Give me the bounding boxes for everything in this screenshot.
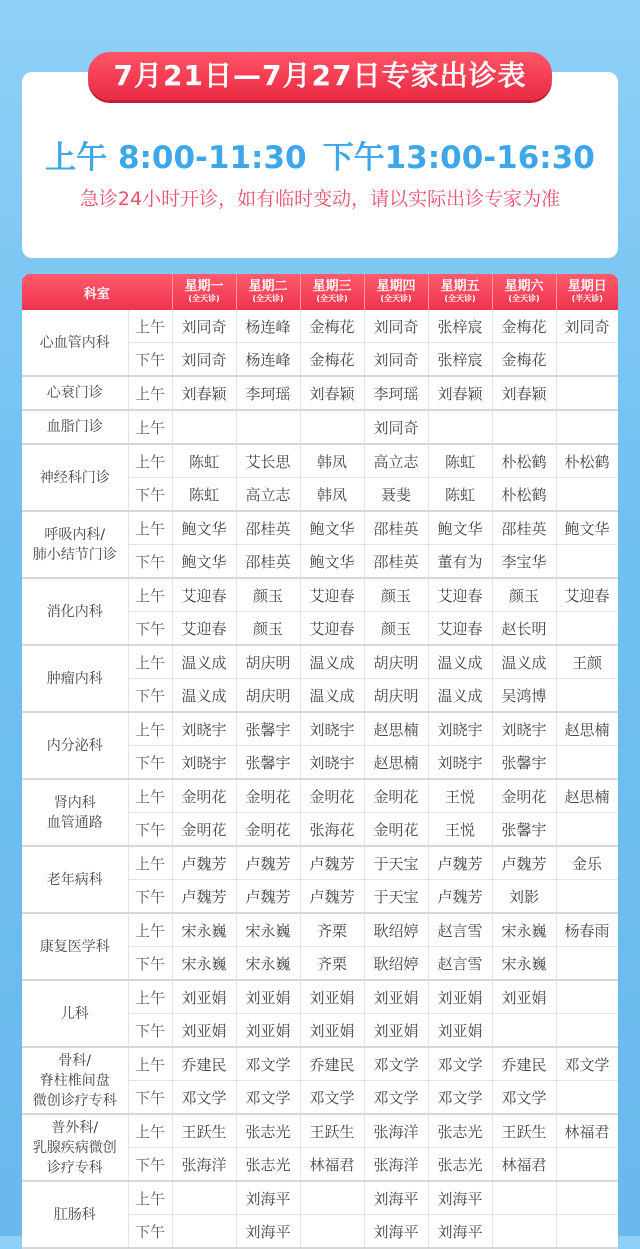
doctor-cell xyxy=(556,478,618,512)
doctor-cell: 胡庆明 xyxy=(364,645,428,679)
doctor-cell: 温义成 xyxy=(428,645,492,679)
doctor-cell xyxy=(428,410,492,444)
doctor-cell: 金明花 xyxy=(172,813,236,847)
doctor-cell xyxy=(556,1014,618,1048)
day-sub: (全天诊) xyxy=(444,294,476,303)
doctor-cell: 刘亚娟 xyxy=(300,1014,364,1048)
doctor-cell xyxy=(300,410,364,444)
doctor-cell: 邓文学 xyxy=(236,1081,300,1115)
period-label: 下午 xyxy=(128,813,172,847)
doctor-cell: 赵思楠 xyxy=(556,712,618,746)
table-row xyxy=(22,779,618,813)
period-label: 下午 xyxy=(128,478,172,512)
doctor-cell xyxy=(556,376,618,410)
doctor-cell xyxy=(236,410,300,444)
doctor-cell: 卢魏芳 xyxy=(236,880,300,914)
doctor-cell: 卢魏芳 xyxy=(236,846,300,880)
doctor-cell: 王悦 xyxy=(428,813,492,847)
doctor-cell: 高立志 xyxy=(236,478,300,512)
doctor-cell: 刘同奇 xyxy=(364,343,428,377)
dept-name: 骨科/ 脊柱椎间盘 微创诊疗专科 xyxy=(22,1047,128,1114)
doctor-cell: 张海洋 xyxy=(364,1148,428,1182)
doctor-cell: 金明花 xyxy=(300,779,364,813)
doctor-cell: 邓文学 xyxy=(300,1081,364,1115)
period-label: 上午 xyxy=(128,511,172,545)
doctor-cell: 朴松鹤 xyxy=(556,444,618,478)
doctor-cell: 李宝华 xyxy=(492,545,556,579)
doctor-cell: 卢魏芳 xyxy=(172,846,236,880)
period-label: 上午 xyxy=(128,779,172,813)
doctor-cell: 卢魏芳 xyxy=(492,846,556,880)
table-row xyxy=(22,310,618,343)
doctor-cell: 金梅花 xyxy=(492,310,556,343)
doctor-cell: 张海洋 xyxy=(172,1148,236,1182)
doctor-cell: 颜玉 xyxy=(236,612,300,646)
period-label: 上午 xyxy=(128,712,172,746)
doctor-cell: 刘晓宇 xyxy=(300,712,364,746)
period-label: 下午 xyxy=(128,880,172,914)
doctor-cell: 宋永巍 xyxy=(172,913,236,947)
period-label: 下午 xyxy=(128,1081,172,1115)
table-header-row xyxy=(22,274,618,310)
doctor-cell: 王悦 xyxy=(428,779,492,813)
doctor-cell: 卢魏芳 xyxy=(428,846,492,880)
period-label: 下午 xyxy=(128,545,172,579)
header-day xyxy=(428,274,492,310)
dept-name: 血脂门诊 xyxy=(22,410,128,444)
page-title: 7月21日—7月27日专家出诊表 xyxy=(88,52,552,100)
doctor-cell: 韩凤 xyxy=(300,478,364,512)
doctor-cell: 刘海平 xyxy=(428,1181,492,1215)
doctor-cell: 邓文学 xyxy=(172,1081,236,1115)
doctor-cell: 刘晓宇 xyxy=(300,746,364,780)
day-sub: (半天诊) xyxy=(571,294,603,303)
doctor-cell: 朴松鹤 xyxy=(492,478,556,512)
schedule-table xyxy=(22,274,618,1249)
doctor-cell: 张梓宸 xyxy=(428,343,492,377)
doctor-cell: 张馨宇 xyxy=(236,746,300,780)
doctor-cell: 金明花 xyxy=(364,813,428,847)
doctor-cell xyxy=(556,1215,618,1249)
doctor-cell: 邵桂英 xyxy=(364,545,428,579)
dept-name: 心衰门诊 xyxy=(22,376,128,410)
doctor-cell: 刘海平 xyxy=(364,1215,428,1249)
doctor-cell: 颜玉 xyxy=(236,578,300,612)
doctor-cell: 刘亚娟 xyxy=(172,1014,236,1048)
doctor-cell xyxy=(492,1181,556,1215)
doctor-cell: 温义成 xyxy=(172,645,236,679)
table-row xyxy=(22,444,618,478)
table-row xyxy=(22,913,618,947)
header-dept: 科室 xyxy=(22,274,172,310)
doctor-cell: 刘同奇 xyxy=(556,310,618,343)
doctor-cell: 刘海平 xyxy=(428,1215,492,1249)
dept-name: 儿科 xyxy=(22,980,128,1047)
doctor-cell: 于天宝 xyxy=(364,880,428,914)
day-sub: (全天诊) xyxy=(380,294,412,303)
doctor-cell: 鲍文华 xyxy=(556,511,618,545)
doctor-cell: 鲍文华 xyxy=(300,511,364,545)
doctor-cell: 邓文学 xyxy=(364,1047,428,1081)
doctor-cell: 陈虹 xyxy=(428,444,492,478)
dept-name: 肾内科 血管通路 xyxy=(22,779,128,846)
doctor-cell: 艾迎春 xyxy=(428,612,492,646)
doctor-cell: 陈虹 xyxy=(172,444,236,478)
doctor-cell xyxy=(556,1181,618,1215)
doctor-cell: 王颜 xyxy=(556,645,618,679)
doctor-cell: 高立志 xyxy=(364,444,428,478)
doctor-cell: 金梅花 xyxy=(300,310,364,343)
doctor-cell: 金乐 xyxy=(556,846,618,880)
doctor-cell: 艾迎春 xyxy=(556,578,618,612)
doctor-cell: 艾迎春 xyxy=(172,612,236,646)
doctor-cell: 温义成 xyxy=(300,679,364,713)
doctor-cell: 刘同奇 xyxy=(364,410,428,444)
doctor-cell: 刘春颖 xyxy=(172,376,236,410)
doctor-cell: 李珂瑶 xyxy=(236,376,300,410)
doctor-cell: 胡庆明 xyxy=(364,679,428,713)
doctor-cell xyxy=(556,612,618,646)
doctor-cell: 赵思楠 xyxy=(556,779,618,813)
doctor-cell: 杨连峰 xyxy=(236,310,300,343)
doctor-cell xyxy=(556,1148,618,1182)
schedule-body xyxy=(22,310,618,1248)
table-row xyxy=(22,376,618,410)
doctor-cell: 董有为 xyxy=(428,545,492,579)
doctor-cell xyxy=(492,410,556,444)
period-label: 上午 xyxy=(128,645,172,679)
doctor-cell: 乔建民 xyxy=(300,1047,364,1081)
doctor-cell: 宋永巍 xyxy=(236,913,300,947)
doctor-cell xyxy=(556,947,618,981)
doctor-cell: 卢魏芳 xyxy=(300,880,364,914)
doctor-cell: 邓文学 xyxy=(556,1047,618,1081)
doctor-cell: 颜玉 xyxy=(492,578,556,612)
doctor-cell: 于天宝 xyxy=(364,846,428,880)
table-row xyxy=(22,1181,618,1215)
doctor-cell: 刘海平 xyxy=(236,1215,300,1249)
doctor-cell: 林福君 xyxy=(300,1148,364,1182)
doctor-cell xyxy=(556,813,618,847)
day-label: 星期五 xyxy=(440,279,480,294)
doctor-cell: 刘亚娟 xyxy=(428,980,492,1014)
doctor-cell: 金明花 xyxy=(364,779,428,813)
doctor-cell: 鲍文华 xyxy=(172,545,236,579)
period-label: 上午 xyxy=(128,410,172,444)
doctor-cell xyxy=(556,980,618,1014)
doctor-cell: 陈虹 xyxy=(172,478,236,512)
doctor-cell: 刘春颖 xyxy=(428,376,492,410)
doctor-cell: 刘亚娟 xyxy=(172,980,236,1014)
dept-name: 内分泌科 xyxy=(22,712,128,779)
table-row xyxy=(22,1114,618,1148)
doctor-cell: 刘亚娟 xyxy=(236,1014,300,1048)
table-row xyxy=(22,712,618,746)
afternoon-hours: 下午13:00-16:30 xyxy=(322,140,595,176)
doctor-cell: 刘亚娟 xyxy=(300,980,364,1014)
doctor-cell: 颜玉 xyxy=(364,612,428,646)
doctor-cell xyxy=(556,746,618,780)
table-row xyxy=(22,846,618,880)
doctor-cell: 刘影 xyxy=(492,880,556,914)
doctor-cell: 张志光 xyxy=(428,1148,492,1182)
dept-name: 老年病科 xyxy=(22,846,128,913)
doctor-cell: 陈虹 xyxy=(428,478,492,512)
table-row xyxy=(22,645,618,679)
doctor-cell: 齐栗 xyxy=(300,913,364,947)
doctor-cell: 鲍文华 xyxy=(300,545,364,579)
doctor-cell: 颜玉 xyxy=(364,578,428,612)
doctor-cell: 刘晓宇 xyxy=(428,746,492,780)
table-row xyxy=(22,410,618,444)
dept-name: 肛肠科 xyxy=(22,1181,128,1248)
period-label: 上午 xyxy=(128,376,172,410)
doctor-cell: 张海洋 xyxy=(364,1114,428,1148)
doctor-cell: 金明花 xyxy=(236,813,300,847)
doctor-cell: 刘亚娟 xyxy=(236,980,300,1014)
doctor-cell: 张志光 xyxy=(236,1148,300,1182)
period-label: 上午 xyxy=(128,846,172,880)
doctor-cell: 杨春雨 xyxy=(556,913,618,947)
day-label: 星期一 xyxy=(184,279,224,294)
period-label: 下午 xyxy=(128,947,172,981)
period-label: 上午 xyxy=(128,1047,172,1081)
header-day xyxy=(172,274,236,310)
dept-name: 普外科/ 乳腺疾病微创 诊疗专科 xyxy=(22,1114,128,1181)
doctor-cell: 温义成 xyxy=(172,679,236,713)
doctor-cell: 王跃生 xyxy=(300,1114,364,1148)
period-label: 上午 xyxy=(128,444,172,478)
doctor-cell: 吴鸿博 xyxy=(492,679,556,713)
doctor-cell: 艾迎春 xyxy=(428,578,492,612)
day-label: 星期二 xyxy=(248,279,288,294)
doctor-cell: 宋永巍 xyxy=(172,947,236,981)
schedule-table-container xyxy=(22,274,618,1249)
doctor-cell: 张志光 xyxy=(428,1114,492,1148)
doctor-cell: 艾迎春 xyxy=(172,578,236,612)
doctor-cell: 赵言雪 xyxy=(428,913,492,947)
doctor-cell: 刘春颖 xyxy=(492,376,556,410)
doctor-cell: 卢魏芳 xyxy=(300,846,364,880)
doctor-cell: 王跃生 xyxy=(492,1114,556,1148)
doctor-cell: 林福君 xyxy=(492,1148,556,1182)
doctor-cell: 王跃生 xyxy=(172,1114,236,1148)
doctor-cell: 金明花 xyxy=(172,779,236,813)
period-label: 上午 xyxy=(128,913,172,947)
day-sub: (全天诊) xyxy=(188,294,220,303)
period-label: 上午 xyxy=(128,980,172,1014)
doctor-cell: 艾长思 xyxy=(236,444,300,478)
doctor-cell xyxy=(172,1181,236,1215)
doctor-cell: 宋永巍 xyxy=(492,913,556,947)
doctor-cell: 温义成 xyxy=(492,645,556,679)
period-label: 下午 xyxy=(128,679,172,713)
doctor-cell: 聂斐 xyxy=(364,478,428,512)
header-day xyxy=(364,274,428,310)
header-day xyxy=(492,274,556,310)
dept-name: 肿瘤内科 xyxy=(22,645,128,712)
doctor-cell: 林福君 xyxy=(556,1114,618,1148)
doctor-cell: 刘亚娟 xyxy=(492,980,556,1014)
doctor-cell: 刘亚娟 xyxy=(364,1014,428,1048)
doctor-cell: 胡庆明 xyxy=(236,679,300,713)
doctor-cell: 刘晓宇 xyxy=(492,712,556,746)
day-sub: (全天诊) xyxy=(316,294,348,303)
doctor-cell xyxy=(300,1215,364,1249)
doctor-cell xyxy=(492,1215,556,1249)
day-sub: (全天诊) xyxy=(508,294,540,303)
doctor-cell: 邓文学 xyxy=(236,1047,300,1081)
doctor-cell xyxy=(556,1081,618,1115)
period-label: 上午 xyxy=(128,1114,172,1148)
doctor-cell: 刘晓宇 xyxy=(428,712,492,746)
doctor-cell: 赵言雪 xyxy=(428,947,492,981)
doctor-cell: 耿绍婷 xyxy=(364,913,428,947)
doctor-cell: 邓文学 xyxy=(492,1081,556,1115)
period-label: 下午 xyxy=(128,343,172,377)
doctor-cell: 邵桂英 xyxy=(236,511,300,545)
doctor-cell: 宋永巍 xyxy=(236,947,300,981)
doctor-cell: 艾迎春 xyxy=(300,578,364,612)
doctor-cell: 温义成 xyxy=(428,679,492,713)
doctor-cell xyxy=(492,1014,556,1048)
doctor-cell: 张馨宇 xyxy=(492,746,556,780)
period-label: 下午 xyxy=(128,746,172,780)
doctor-cell: 刘海平 xyxy=(236,1181,300,1215)
doctor-cell: 艾迎春 xyxy=(300,612,364,646)
doctor-cell: 李珂瑶 xyxy=(364,376,428,410)
dept-name: 心血管内科 xyxy=(22,310,128,376)
doctor-cell: 邓文学 xyxy=(364,1081,428,1115)
period-label: 下午 xyxy=(128,1215,172,1249)
doctor-cell: 邓文学 xyxy=(428,1047,492,1081)
doctor-cell: 乔建民 xyxy=(492,1047,556,1081)
doctor-cell: 鲍文华 xyxy=(428,511,492,545)
doctor-cell: 赵思楠 xyxy=(364,746,428,780)
day-label: 星期四 xyxy=(376,279,416,294)
period-label: 下午 xyxy=(128,612,172,646)
doctor-cell: 赵思楠 xyxy=(364,712,428,746)
period-label: 上午 xyxy=(128,310,172,343)
header-day xyxy=(236,274,300,310)
dept-name: 神经科门诊 xyxy=(22,444,128,511)
clinic-hours xyxy=(22,132,618,177)
doctor-cell: 朴松鹤 xyxy=(492,444,556,478)
period-label: 上午 xyxy=(128,1181,172,1215)
doctor-cell: 刘亚娟 xyxy=(428,1014,492,1048)
doctor-cell: 张馨宇 xyxy=(492,813,556,847)
doctor-cell: 胡庆明 xyxy=(236,645,300,679)
doctor-cell: 张梓宸 xyxy=(428,310,492,343)
day-sub: (全天诊) xyxy=(252,294,284,303)
doctor-cell: 刘春颖 xyxy=(300,376,364,410)
day-label: 星期六 xyxy=(504,279,544,294)
doctor-cell: 邓文学 xyxy=(428,1081,492,1115)
doctor-cell: 耿绍婷 xyxy=(364,947,428,981)
doctor-cell: 赵长明 xyxy=(492,612,556,646)
doctor-cell: 金梅花 xyxy=(300,343,364,377)
doctor-cell xyxy=(556,679,618,713)
doctor-cell: 刘海平 xyxy=(364,1181,428,1215)
doctor-cell: 张馨宇 xyxy=(236,712,300,746)
period-label: 下午 xyxy=(128,1148,172,1182)
doctor-cell: 张志光 xyxy=(236,1114,300,1148)
doctor-cell: 刘晓宇 xyxy=(172,746,236,780)
table-row xyxy=(22,578,618,612)
doctor-cell: 邵桂英 xyxy=(364,511,428,545)
doctor-cell: 乔建民 xyxy=(172,1047,236,1081)
doctor-cell: 金明花 xyxy=(236,779,300,813)
doctor-cell xyxy=(172,1215,236,1249)
doctor-cell: 刘同奇 xyxy=(364,310,428,343)
dept-name: 呼吸内科/ 肺小结节门诊 xyxy=(22,511,128,578)
table-row xyxy=(22,980,618,1014)
doctor-cell xyxy=(300,1181,364,1215)
day-label: 星期日 xyxy=(567,279,607,294)
doctor-cell: 杨连峰 xyxy=(236,343,300,377)
doctor-cell: 刘同奇 xyxy=(172,343,236,377)
doctor-cell xyxy=(172,410,236,444)
period-label: 下午 xyxy=(128,1014,172,1048)
dept-name: 消化内科 xyxy=(22,578,128,645)
morning-hours: 上午 8:00-11:30 xyxy=(45,140,307,176)
doctor-cell: 刘同奇 xyxy=(172,310,236,343)
doctor-cell: 刘亚娟 xyxy=(364,980,428,1014)
table-row xyxy=(22,511,618,545)
doctor-cell: 韩凤 xyxy=(300,444,364,478)
notice-text: 急诊24小时开诊，如有临时变动，请以实际出诊专家为准 xyxy=(79,188,561,210)
doctor-cell: 邵桂英 xyxy=(236,545,300,579)
doctor-cell: 邵桂英 xyxy=(492,511,556,545)
day-label: 星期三 xyxy=(312,279,352,294)
header-day xyxy=(300,274,364,310)
dept-name: 康复医学科 xyxy=(22,913,128,980)
doctor-cell: 刘晓宇 xyxy=(172,712,236,746)
doctor-cell: 卢魏芳 xyxy=(428,880,492,914)
doctor-cell: 齐栗 xyxy=(300,947,364,981)
doctor-cell: 金明花 xyxy=(492,779,556,813)
doctor-cell xyxy=(556,343,618,377)
doctor-cell: 宋永巍 xyxy=(492,947,556,981)
doctor-cell xyxy=(556,880,618,914)
doctor-cell xyxy=(556,545,618,579)
period-label: 上午 xyxy=(128,578,172,612)
doctor-cell xyxy=(556,410,618,444)
doctor-cell: 鲍文华 xyxy=(172,511,236,545)
header-day xyxy=(556,274,618,310)
doctor-cell: 张海花 xyxy=(300,813,364,847)
doctor-cell: 金梅花 xyxy=(492,343,556,377)
table-row xyxy=(22,1047,618,1081)
doctor-cell: 卢魏芳 xyxy=(172,880,236,914)
doctor-cell: 温义成 xyxy=(300,645,364,679)
